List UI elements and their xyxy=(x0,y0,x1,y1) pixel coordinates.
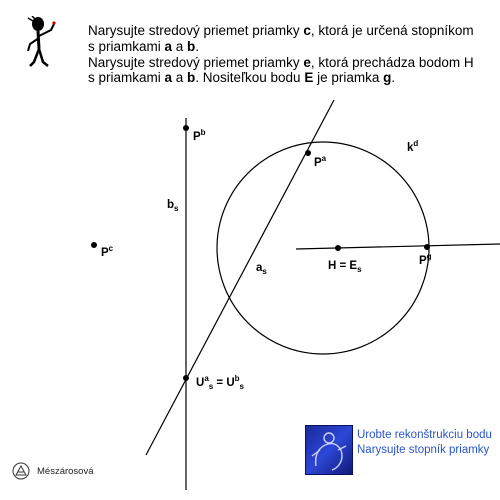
point-pg xyxy=(424,244,430,250)
point-pb xyxy=(183,125,189,131)
task-line-4: s priamkami a a b. Nositeľkou bodu E je priamka g. xyxy=(88,70,396,86)
hint-link-trace[interactable]: Narysujte stopník priamky xyxy=(357,444,490,456)
label-kd: $k^d$ xyxy=(407,139,419,154)
point-h xyxy=(335,245,341,251)
task-line-1: Narysujte stredový priemet priamky c, ktorá je určená stopníkom xyxy=(88,23,474,38)
hint-image-button[interactable] xyxy=(305,425,353,475)
author-name: Mészárosová xyxy=(37,466,94,477)
task-line-2: s priamkami a a b. xyxy=(88,38,200,54)
label-pa: $P^a$ xyxy=(314,154,327,169)
figure-icon xyxy=(306,426,352,474)
label-as: $a_s$ xyxy=(256,262,267,276)
label-h-es: $H = E_s$ xyxy=(328,260,362,274)
line-g xyxy=(296,244,500,249)
task-line-3: Narysujte stredový priemet priamky e, ktorá prechádza bodom H xyxy=(88,54,474,70)
point-pc xyxy=(91,242,97,248)
label-u: $U^a_s = U^b_s$ xyxy=(196,374,244,391)
hint-text xyxy=(357,428,500,458)
point-pa xyxy=(305,150,311,156)
point-u xyxy=(183,375,189,381)
author-logo-icon xyxy=(12,462,30,480)
label-pb: $P^b$ xyxy=(193,128,206,143)
label-pc: $P^c$ xyxy=(101,244,114,259)
label-bs: $b_s$ xyxy=(167,199,179,213)
hint-link-reconstruction[interactable]: Urobte rekonštrukciu bodu xyxy=(357,429,492,441)
label-pg: $P^g$ xyxy=(419,252,432,267)
